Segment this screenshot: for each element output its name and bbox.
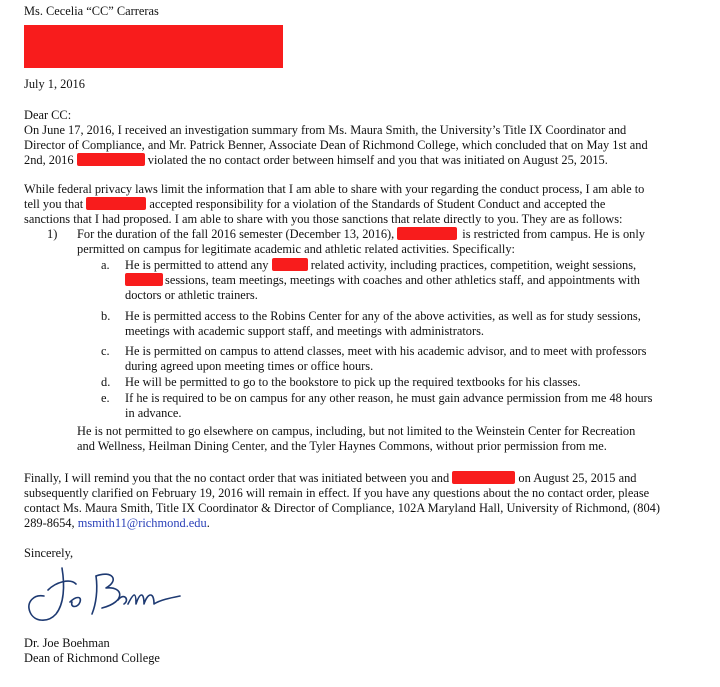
signer-title: Dean of Richmond College <box>24 651 160 665</box>
item1-line1-start: For the duration of the fall 2016 semester (December 13, 2016), <box>77 227 395 241</box>
redacted-name <box>397 227 457 240</box>
list-letter-a: a. <box>101 258 110 272</box>
item-a-line2-text: sessions, team meetings, meetings with coaches and other athletics staff, and appointments with <box>165 273 640 287</box>
item-e-line1: If he is required to be on campus for any other reason, he must gain advance permission from me 48 hours <box>125 391 653 405</box>
para2-line2 <box>24 197 605 212</box>
item-a-line1-start: He is permitted to attend any <box>125 258 269 272</box>
para3-line4 <box>24 516 210 531</box>
item1-line2: permitted on campus for legitimate academic and athletic related activities. Specifically: <box>77 242 515 256</box>
para1-line2: Director of Compliance, and Mr. Patrick Benner, Associate Dean of Richmond College, which concluded that on May 1st and <box>24 138 648 152</box>
list-letter-d: d. <box>101 375 111 389</box>
email-link[interactable]: msmith11@richmond.edu <box>77 516 207 530</box>
signature <box>20 562 190 636</box>
item-a-line3: doctors or athletic trainers. <box>125 288 258 302</box>
item-c-line2: during agreed upon meeting times or office hours. <box>125 359 374 373</box>
redacted-sport <box>125 273 163 286</box>
para3-line3: contact Ms. Maura Smith, Title IX Coordinator & Director of Compliance, 102A Maryland Hall, University of Richmond, (804) <box>24 501 660 515</box>
item-b-line2: meetings with academic support staff, and meetings with administrators. <box>125 324 485 338</box>
item-b-line1: He is permitted access to the Robins Center for any of the above activities, as well as for study sessions, <box>125 309 641 323</box>
para2-line3: sanctions that I had proposed. I am able to share with you those sanctions that relate directly to you. They are as follows: <box>24 212 623 226</box>
redacted-sport <box>272 258 308 271</box>
item-c-line1: He is permitted on campus to attend classes, meet with his academic advisor, and to meet with professors <box>125 344 647 358</box>
closing: Sincerely, <box>24 546 74 560</box>
para3-line2: subsequently clarified on February 19, 2016 will remain in effect. If you have any questions about the no contact order, please <box>24 486 650 500</box>
para3-line1 <box>24 471 636 486</box>
para3-period: . <box>206 516 210 530</box>
item-d-line1: He will be permitted to go to the bookstore to pick up the required textbooks for his classes. <box>125 375 581 389</box>
redacted-name <box>77 153 145 166</box>
para1-line3-start: 2nd, 2016 <box>24 153 74 167</box>
letter-date: July 1, 2016 <box>24 77 85 91</box>
recipient-name: Ms. Cecelia “CC” Carreras <box>24 4 159 18</box>
restriction-line2: and Wellness, Heilman Dining Center, and the Tyler Haynes Commons, without prior permission from me. <box>77 439 607 453</box>
item1-line1-end: is restricted from campus. He is only <box>462 227 645 241</box>
restriction-line1: He is not permitted to go elsewhere on campus, including, but not limited to the Weinstein Center for Recreation <box>77 424 636 438</box>
item-e-line2: in advance. <box>125 406 182 420</box>
redacted-address-block <box>24 25 283 68</box>
para3-line1-start: Finally, I will remind you that the no contact order that was initiated between you and <box>24 471 450 485</box>
list-letter-e: e. <box>101 391 110 405</box>
para3-line1-end: on August 25, 2015 and <box>518 471 637 485</box>
list-number-1: 1) <box>47 227 58 241</box>
signer-name: Dr. Joe Boehman <box>24 636 110 650</box>
redacted-name <box>86 197 146 210</box>
item1-line1 <box>77 227 645 242</box>
para1-line3-end: violated the no contact order between himself and you that was initiated on August 25, 2015. <box>147 153 608 167</box>
item-a-line2 <box>125 273 640 288</box>
para1-line1: On June 17, 2016, I received an investigation summary from Ms. Maura Smith, the University’s Title IX Coordinator and <box>24 123 627 137</box>
item-a-line1-end: related activity, including practices, competition, weight sessions, <box>310 258 637 272</box>
list-letter-b: b. <box>101 309 111 323</box>
item-a-line1 <box>125 258 636 273</box>
phone-number: 289-8654, <box>24 516 75 530</box>
salutation: Dear CC: <box>24 108 72 122</box>
list-letter-c: c. <box>101 344 110 358</box>
para2-line2-end: accepted responsibility for a violation of the Standards of Student Conduct and accepted the <box>149 197 606 211</box>
para2-line1: While federal privacy laws limit the information that I am able to share with your regarding the conduct process, I am able to <box>24 182 645 196</box>
para1-line3 <box>24 153 608 168</box>
redacted-name <box>452 471 515 484</box>
para2-line2-start: tell you that <box>24 197 84 211</box>
